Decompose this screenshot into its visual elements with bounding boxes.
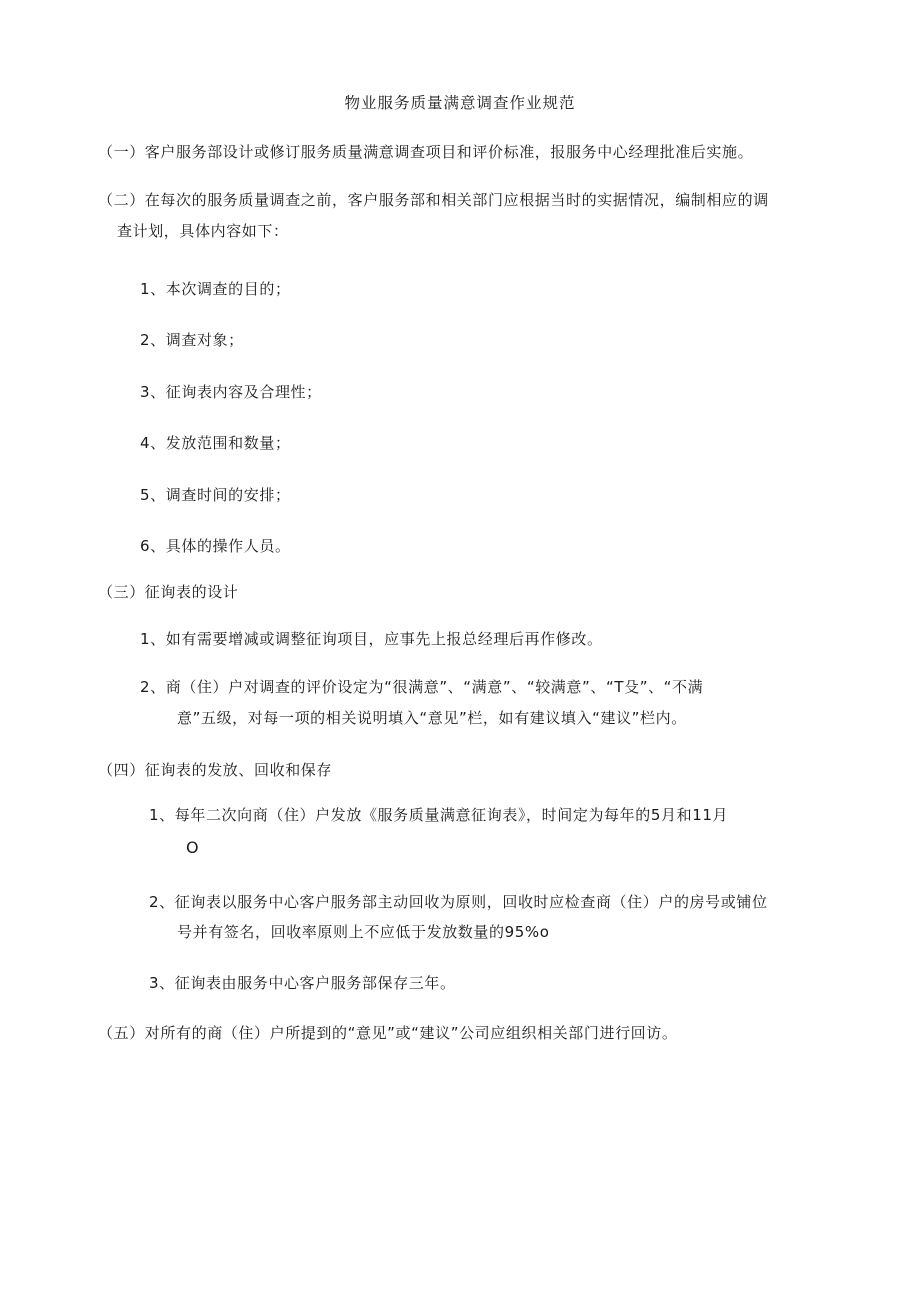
section-2-item-1: 1、本次调查的目的； xyxy=(140,280,291,298)
section-4-item-2-line2: 号并有签名，回收率原则上不应低于发放数量的95%o xyxy=(177,923,550,941)
section-5-text: （五）对所有的商（住）户所提到的“意见”或“建议”公司应组织相关部门进行回访。 xyxy=(98,1024,678,1042)
section-2-item-5: 5、调查时间的安排； xyxy=(140,486,291,504)
section-3-heading: （三）征询表的设计 xyxy=(98,583,239,601)
section-2-text-line2: 查计划，具体内容如下： xyxy=(117,222,289,240)
section-2-text-line1: （二）在每次的服务质量调查之前，客户服务部和相关部门应根据当时的实据情况，编制相应的调 xyxy=(98,191,769,209)
section-4-item-3: 3、征询表由服务中心客户服务部保存三年。 xyxy=(149,974,456,992)
section-2-item-6: 6、具体的操作人员。 xyxy=(140,537,291,555)
section-2-item-3: 3、征询表内容及合理性； xyxy=(140,383,322,401)
section-4-item-1-line2: O xyxy=(186,838,200,857)
section-3-item-1: 1、如有需要增减或调整征询项目，应事先上报总经理后再作修改。 xyxy=(140,630,603,648)
section-2-item-2: 2、调查对象； xyxy=(140,331,244,349)
section-4-item-2-line1: 2、征询表以服务中心客户服务部主动回收为原则，回收时应检查商（住）户的房号或铺位 xyxy=(149,893,768,911)
section-3-item-2-line1: 2、商（住）户对调查的评价设定为“很满意”、“满意”、“较满意”、“T殳”、“不满 xyxy=(140,678,704,696)
section-3-item-2-line2: 意”五级，对每一项的相关说明填入“意见”栏，如有建议填入“建议”栏内。 xyxy=(177,709,687,727)
section-2-item-4: 4、发放范围和数量； xyxy=(140,434,291,452)
section-1-text: （一）客户服务部设计或修订服务质量满意调查项目和评价标准，报服务中心经理批准后实施。 xyxy=(98,143,754,161)
document-title: 物业服务质量满意调查作业规范 xyxy=(344,94,576,112)
section-4-item-1-line1: 1、每年二次向商（住）户发放《服务质量满意征询表》，时间定为每年的5月和11月 xyxy=(149,806,729,824)
section-4-heading: （四）征询表的发放、回收和保存 xyxy=(98,761,333,779)
